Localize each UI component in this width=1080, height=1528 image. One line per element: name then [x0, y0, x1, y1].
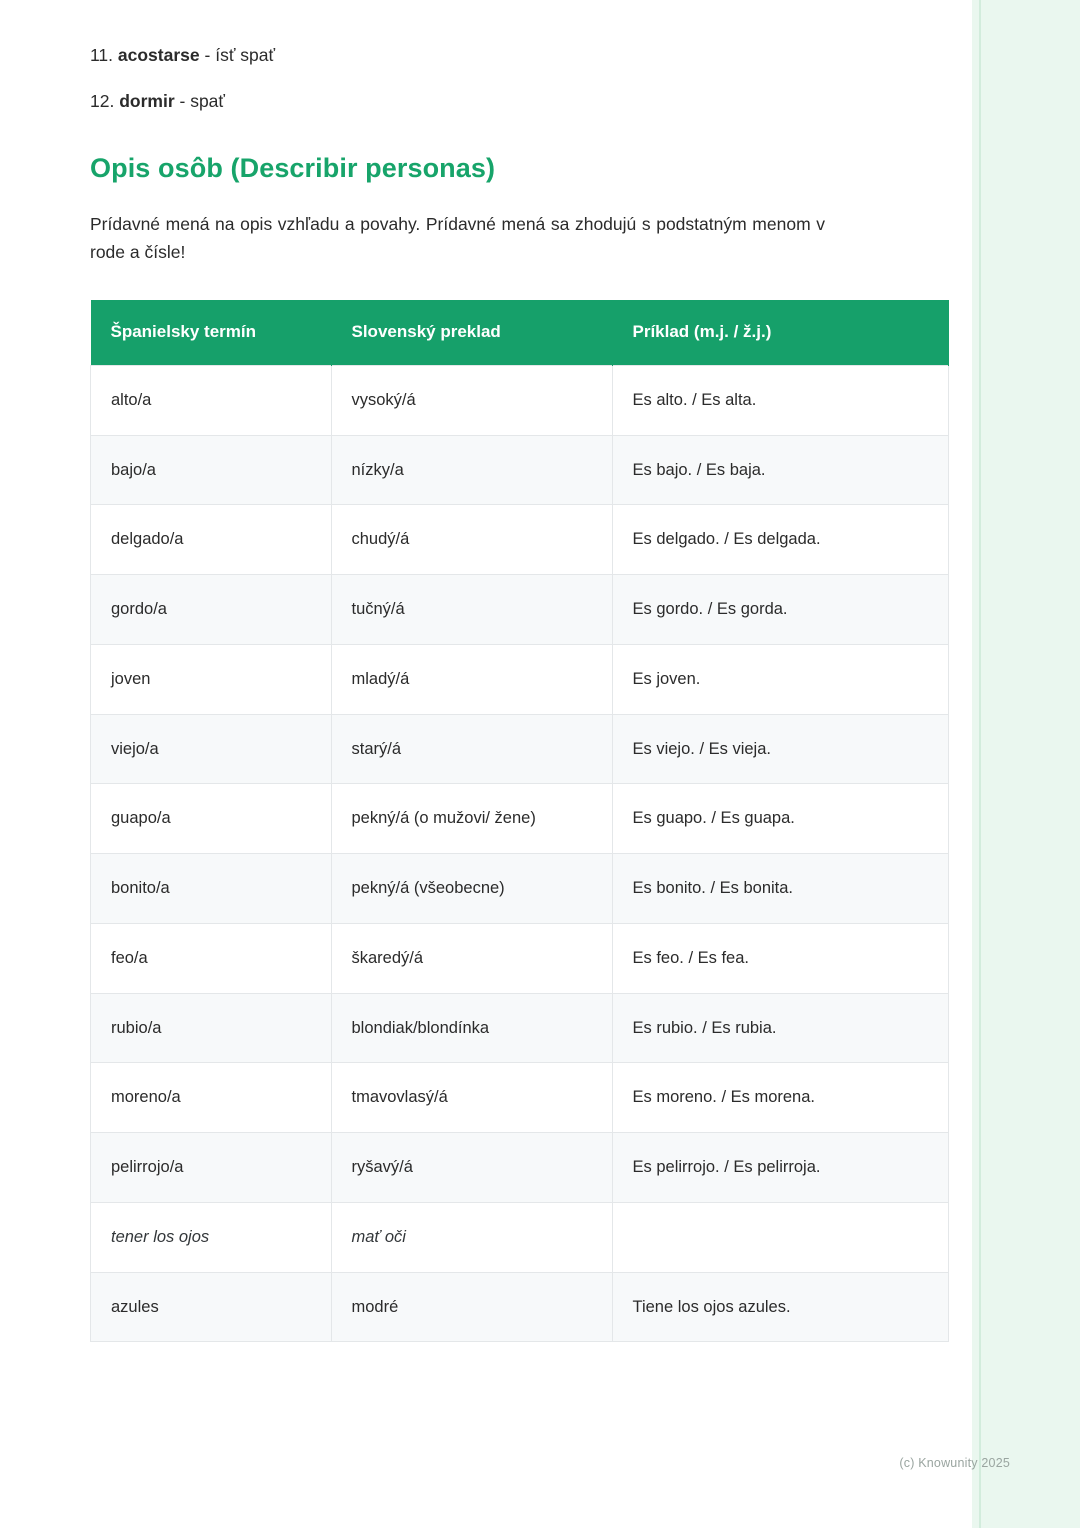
list-item-number: 11.	[90, 45, 114, 65]
cell-example: Es gordo. / Es gorda.	[612, 575, 948, 645]
section-heading: Opis osôb (Describir personas)	[90, 152, 496, 183]
list-item-term: acostarse	[117, 45, 200, 65]
cell-example: Es bajo. / Es baja.	[612, 435, 948, 505]
cell-example: Es delgado. / Es delgada.	[612, 505, 948, 575]
cell-term: viejo/a	[91, 714, 332, 784]
cell-term: alto/a	[91, 365, 332, 435]
cell-example: Es viejo. / Es vieja.	[612, 714, 948, 784]
cell-example	[612, 1202, 948, 1272]
table-row	[91, 505, 949, 575]
cell-example: Es alto. / Es alta.	[612, 365, 948, 435]
table-row	[91, 435, 949, 505]
cell-example: Es rubio. / Es rubia.	[612, 993, 948, 1063]
list-item	[90, 88, 830, 114]
cell-term: azules	[91, 1272, 332, 1342]
table-row	[91, 993, 949, 1063]
table-row	[91, 1202, 949, 1272]
copyright-watermark: (c) Knowunity 2025	[899, 1456, 1010, 1470]
list-item-translation: ísť spať	[215, 45, 276, 65]
right-decorative-band	[972, 0, 1080, 1528]
table-head	[91, 300, 949, 365]
cell-translation: ryšavý/á	[331, 1133, 612, 1203]
cell-example: Es moreno. / Es morena.	[612, 1063, 948, 1133]
cell-translation: chudý/á	[331, 505, 612, 575]
cell-translation: blondiak/blondínka	[331, 993, 612, 1063]
cell-translation: tučný/á	[331, 575, 612, 645]
table-header-row	[91, 300, 949, 365]
list-item-translation: spať	[190, 91, 225, 112]
cell-translation: tmavovlasý/á	[331, 1063, 612, 1133]
cell-term: feo/a	[91, 923, 332, 993]
cell-translation: pekný/á (všeobecne)	[331, 854, 612, 924]
cell-example: Es feo. / Es fea.	[612, 923, 948, 993]
cell-term: moreno/a	[91, 1063, 332, 1133]
table-row	[91, 784, 949, 854]
table-row	[91, 1133, 949, 1203]
cell-translation: vysoký/á	[331, 365, 612, 435]
column-header-slovak: Slovenský preklad	[331, 300, 612, 365]
cell-example: Es guapo. / Es guapa.	[612, 784, 948, 854]
left-margin-strip	[0, 0, 44, 1528]
cell-translation: modré	[331, 1272, 612, 1342]
right-band-divider	[979, 0, 981, 1528]
cell-term: bajo/a	[91, 435, 332, 505]
table-row	[91, 923, 949, 993]
list-item-term: dormir	[119, 91, 175, 112]
cell-translation: nízky/a	[331, 435, 612, 505]
cell-example: Tiene los ojos azules.	[612, 1272, 948, 1342]
cell-translation: starý/á	[331, 714, 612, 784]
table-row	[91, 575, 949, 645]
document-content	[90, 42, 830, 1342]
table-row	[91, 1063, 949, 1133]
cell-translation: pekný/á (o mužovi/ žene)	[331, 784, 612, 854]
table-row	[91, 1272, 949, 1342]
cell-example: Es joven.	[612, 644, 948, 714]
cell-translation: mať oči	[331, 1202, 612, 1272]
cell-term: guapo/a	[91, 784, 332, 854]
table-row	[91, 714, 949, 784]
table-row	[91, 644, 949, 714]
column-header-example: Príklad (m.j. / ž.j.)	[612, 300, 948, 365]
cell-term: pelirrojo/a	[91, 1133, 332, 1203]
table-body	[91, 365, 949, 1342]
list-item	[90, 42, 830, 68]
list-item-number: 12.	[90, 91, 115, 112]
cell-example: Es pelirrojo. / Es pelirroja.	[612, 1133, 948, 1203]
cell-translation: mladý/á	[331, 644, 612, 714]
vocabulary-table	[90, 300, 949, 1342]
list-item-separator: -	[174, 91, 191, 112]
table-row	[91, 854, 949, 924]
cell-term: gordo/a	[91, 575, 332, 645]
section-intro-text: Prídavné mená na opis vzhľadu a povahy. Prídavné mená sa zhodujú s podstatným menom v rode a čísle!	[90, 213, 825, 262]
list-item-separator: -	[199, 45, 216, 65]
cell-term: rubio/a	[91, 993, 332, 1063]
cell-term: bonito/a	[91, 854, 332, 924]
cell-term: delgado/a	[91, 505, 332, 575]
cell-example: Es bonito. / Es bonita.	[612, 854, 948, 924]
table-row	[91, 365, 949, 435]
cell-term: joven	[91, 644, 332, 714]
cell-term: tener los ojos	[91, 1202, 332, 1272]
cell-translation: škaredý/á	[331, 923, 612, 993]
column-header-spanish: Španielsky termín	[91, 300, 332, 365]
